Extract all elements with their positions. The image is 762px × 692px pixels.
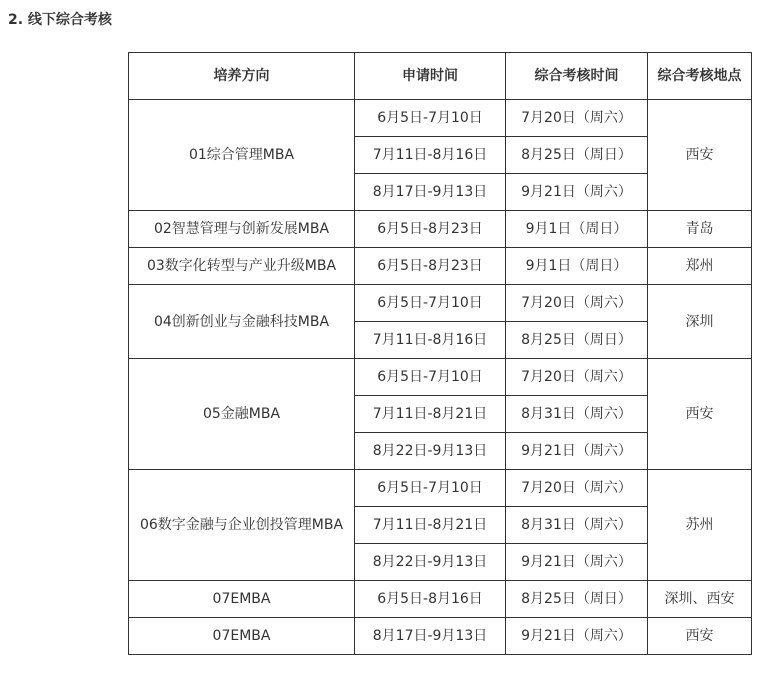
table-header-row — [129, 53, 752, 100]
cell-exam-time: 7月20日（周六） — [506, 100, 648, 137]
table-row — [129, 359, 752, 396]
table-row — [129, 211, 752, 248]
cell-direction: 03数字化转型与产业升级MBA — [129, 248, 355, 285]
cell-apply-time: 6月5日-8月16日 — [355, 581, 506, 618]
cell-direction: 02智慧管理与创新发展MBA — [129, 211, 355, 248]
cell-apply-time: 7月11日-8月21日 — [355, 507, 506, 544]
table-row — [129, 581, 752, 618]
cell-apply-time: 6月5日-7月10日 — [355, 100, 506, 137]
header-apply-time: 申请时间 — [355, 53, 506, 100]
cell-apply-time: 6月5日-8月23日 — [355, 211, 506, 248]
cell-apply-time: 6月5日-7月10日 — [355, 359, 506, 396]
cell-apply-time: 7月11日-8月16日 — [355, 137, 506, 174]
cell-exam-time: 9月1日（周日） — [506, 248, 648, 285]
table-row — [129, 618, 752, 655]
cell-exam-location: 郑州 — [648, 248, 752, 285]
cell-exam-location: 深圳 — [648, 285, 752, 359]
cell-exam-time: 8月25日（周日） — [506, 137, 648, 174]
header-exam-time: 综合考核时间 — [506, 53, 648, 100]
cell-direction: 06数字金融与企业创投管理MBA — [129, 470, 355, 581]
cell-exam-time: 9月21日（周六） — [506, 433, 648, 470]
cell-exam-time: 8月31日（周六） — [506, 396, 648, 433]
cell-exam-time: 9月1日（周日） — [506, 211, 648, 248]
cell-exam-location: 苏州 — [648, 470, 752, 581]
cell-exam-time: 7月20日（周六） — [506, 285, 648, 322]
cell-exam-time: 8月25日（周日） — [506, 322, 648, 359]
section-heading: 2. 线下综合考核 — [8, 12, 112, 28]
cell-exam-location: 青岛 — [648, 211, 752, 248]
table-row — [129, 248, 752, 285]
cell-exam-location: 深圳、西安 — [648, 581, 752, 618]
cell-exam-time: 7月20日（周六） — [506, 359, 648, 396]
table-row — [129, 100, 752, 137]
cell-direction: 04创新创业与金融科技MBA — [129, 285, 355, 359]
cell-exam-time: 9月21日（周六） — [506, 174, 648, 211]
cell-exam-time: 8月31日（周六） — [506, 507, 648, 544]
cell-direction: 07EMBA — [129, 618, 355, 655]
cell-apply-time: 8月22日-9月13日 — [355, 433, 506, 470]
table-row — [129, 470, 752, 507]
cell-exam-location: 西安 — [648, 618, 752, 655]
cell-apply-time: 6月5日-8月23日 — [355, 248, 506, 285]
cell-exam-time: 8月25日（周日） — [506, 581, 648, 618]
table-row — [129, 285, 752, 322]
cell-exam-location: 西安 — [648, 359, 752, 470]
cell-direction: 01综合管理MBA — [129, 100, 355, 211]
table-body — [129, 100, 752, 655]
cell-apply-time: 6月5日-7月10日 — [355, 285, 506, 322]
cell-apply-time: 7月11日-8月21日 — [355, 396, 506, 433]
cell-direction: 07EMBA — [129, 581, 355, 618]
cell-apply-time: 7月11日-8月16日 — [355, 322, 506, 359]
header-direction: 培养方向 — [129, 53, 355, 100]
cell-exam-time: 7月20日（周六） — [506, 470, 648, 507]
cell-exam-time: 9月21日（周六） — [506, 544, 648, 581]
cell-exam-location: 西安 — [648, 100, 752, 211]
cell-apply-time: 8月22日-9月13日 — [355, 544, 506, 581]
cell-apply-time: 8月17日-9月13日 — [355, 618, 506, 655]
exam-schedule-table — [128, 52, 752, 655]
cell-apply-time: 8月17日-9月13日 — [355, 174, 506, 211]
cell-direction: 05金融MBA — [129, 359, 355, 470]
header-exam-location: 综合考核地点 — [648, 53, 752, 100]
cell-exam-time: 9月21日（周六） — [506, 618, 648, 655]
cell-apply-time: 6月5日-7月10日 — [355, 470, 506, 507]
